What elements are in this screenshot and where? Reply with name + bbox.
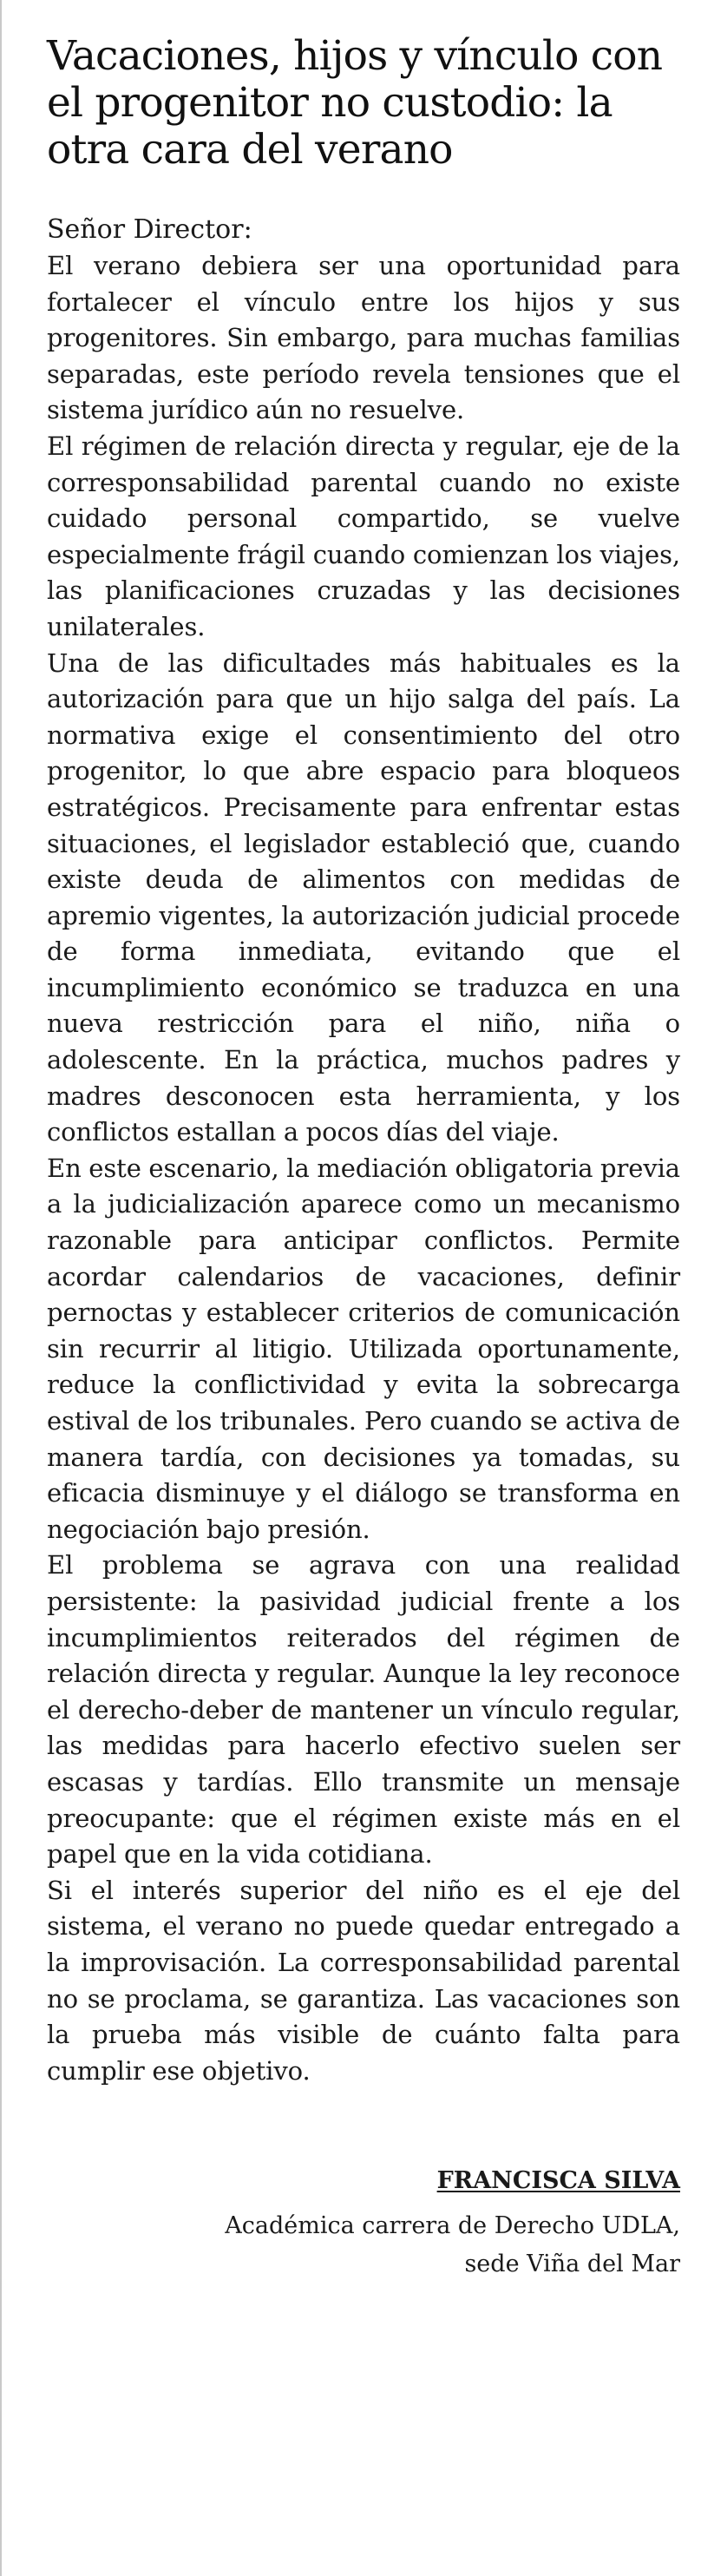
salutation: Señor Director: xyxy=(47,214,252,245)
author-location: sede Viña del Mar xyxy=(464,2251,680,2278)
paragraph: Si el interés superior del niño es el eje del sistema, el verano no puede quedar entregado a la improvisación. La corresponsabilidad parental no se proclama, se garantiza. Las vacaciones son la prueba más visible de cuánto falta para cumplir ese objetivo. xyxy=(47,1875,680,2086)
letter-article xyxy=(47,33,680,2284)
paragraph: El verano debiera ser una oportunidad para fortalecer el vínculo entre los hijos y sus progenitores. Sin embargo, para muchas familias separadas, este período revela tensiones que el sistema jurídico aún no resuelve. xyxy=(47,251,680,425)
paragraph: Una de las dificultades más habituales es la autorización para que un hijo salga del país. La normativa exige el consentimiento del otro progenitor, lo que abre espacio para bloqueos estratégicos. Precisamente para enfrentar estas situaciones, el legislador estableció que, cuando existe deuda de alimentos con medidas de apremio vigentes, la autorización judicial procede de forma inmediata, evitando que el incumplimiento económico se traduzca en una nueva restricción para el niño, niña o adolescente. En la práctica, muchos padres y madres desconocen esta herramienta, y los conflictos estallan a pocos días del viaje. xyxy=(47,647,680,1147)
author-name: FRANCISCA SILVA xyxy=(436,2167,680,2195)
letter-body xyxy=(47,248,680,2089)
paragraph: El problema se agrava con una realidad persistente: la pasividad judicial frente a los incumplimientos reiterados del régimen de relación directa y regular. Aunque la ley reconoce el derecho-deber de mantener un vínculo regular, las medidas para hacerlo efectivo suelen ser escasas y tardías. Ello transmite un mensaje preocupante: que el régimen existe más en el papel que en la vida cotidiana. xyxy=(47,1550,680,1870)
paragraph: En este escenario, la mediación obligatoria previa a la judicialización aparece como un mecanismo razonable para anticipar conflictos. Permite acordar calendarios de vacaciones, definir pernoctas y establecer criterios de comunicación sin recurrir al litigio. Utilizada oportunamente, reduce la conflictividad y evita la sobrecarga estival de los tribunales. Pero cuando se activa de manera tardía, con decisiones ya tomadas, su eficacia disminuye y el diálogo se transforma en negociación bajo presión. xyxy=(47,1153,680,1544)
paragraph: El régimen de relación directa y regular, eje de la corresponsabilidad parental cuando no existe cuidado personal compartido, se vuelve especialmente frágil cuando comienzan los viajes, las planificaciones cruzadas y las decisiones unilaterales. xyxy=(47,430,680,641)
headline: Vacaciones, hijos y vínculo con el progenitor no custodio: la otra cara del verano xyxy=(47,32,663,174)
author-affiliation: Académica carrera de Derecho UDLA, xyxy=(225,2212,680,2240)
signature-block xyxy=(47,2164,680,2284)
column-rule xyxy=(0,0,2,2576)
